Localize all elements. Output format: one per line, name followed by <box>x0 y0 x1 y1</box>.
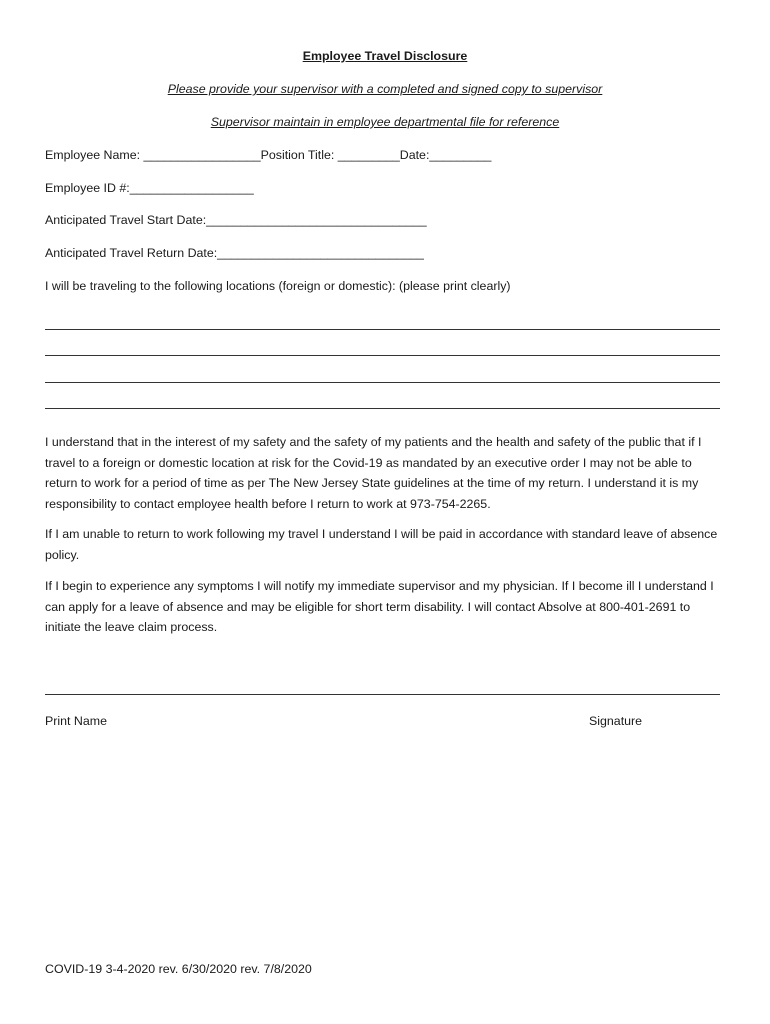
location-line-1[interactable] <box>45 329 720 330</box>
leave-policy-paragraph: If I am unable to return to work following my travel I understand I will be paid in accordance with standard leave of absence policy. <box>45 527 718 562</box>
revision-footer: COVID-19 3-4-2020 rev. 6/30/2020 rev. 7/8/2020 <box>45 962 312 976</box>
instruction-departmental-file: Supervisor maintain in employee departmental file for reference <box>210 115 560 129</box>
location-line-2[interactable] <box>45 355 720 356</box>
symptoms-paragraph: If I begin to experience any symptoms I will notify my immediate supervisor and my physician. If I become ill I understand I can apply for a leave of absence and may be eligible for short term disability. I will contact Absolve at 800-401-2691 to initiate the leave claim process. <box>45 579 714 634</box>
employee-name-position-date-field[interactable]: Employee Name: _________________Position Title: _________Date:_________ <box>45 148 492 162</box>
travel-return-date-field[interactable]: Anticipated Travel Return Date:______________________________ <box>45 246 424 260</box>
print-name-label: Print Name <box>45 714 107 728</box>
location-line-4[interactable] <box>45 408 720 409</box>
location-line-3[interactable] <box>45 382 720 383</box>
employee-id-field[interactable]: Employee ID #:__________________ <box>45 181 254 195</box>
signature-line[interactable] <box>45 694 720 695</box>
travel-start-date-field[interactable]: Anticipated Travel Start Date:________________________________ <box>45 213 427 227</box>
instruction-supervisor-copy: Please provide your supervisor with a completed and signed copy to supervisor <box>167 82 603 96</box>
acknowledgement-paragraph: I understand that in the interest of my safety and the safety of my patients and the health and safety of the public that if I travel to a foreign or domestic location at risk for the Covid-19 as mandated by an executive order I may not be able to return to work for a period of time as per The New Jersey State guidelines at the time of my return. I understand it is my responsibility to contact employee health before I return to work at 973-754-2265. <box>45 435 702 511</box>
locations-prompt: I will be traveling to the following locations (foreign or domestic): (please print clearly) <box>45 279 511 293</box>
signature-label: Signature <box>589 714 643 728</box>
form-title: Employee Travel Disclosure <box>302 49 468 63</box>
